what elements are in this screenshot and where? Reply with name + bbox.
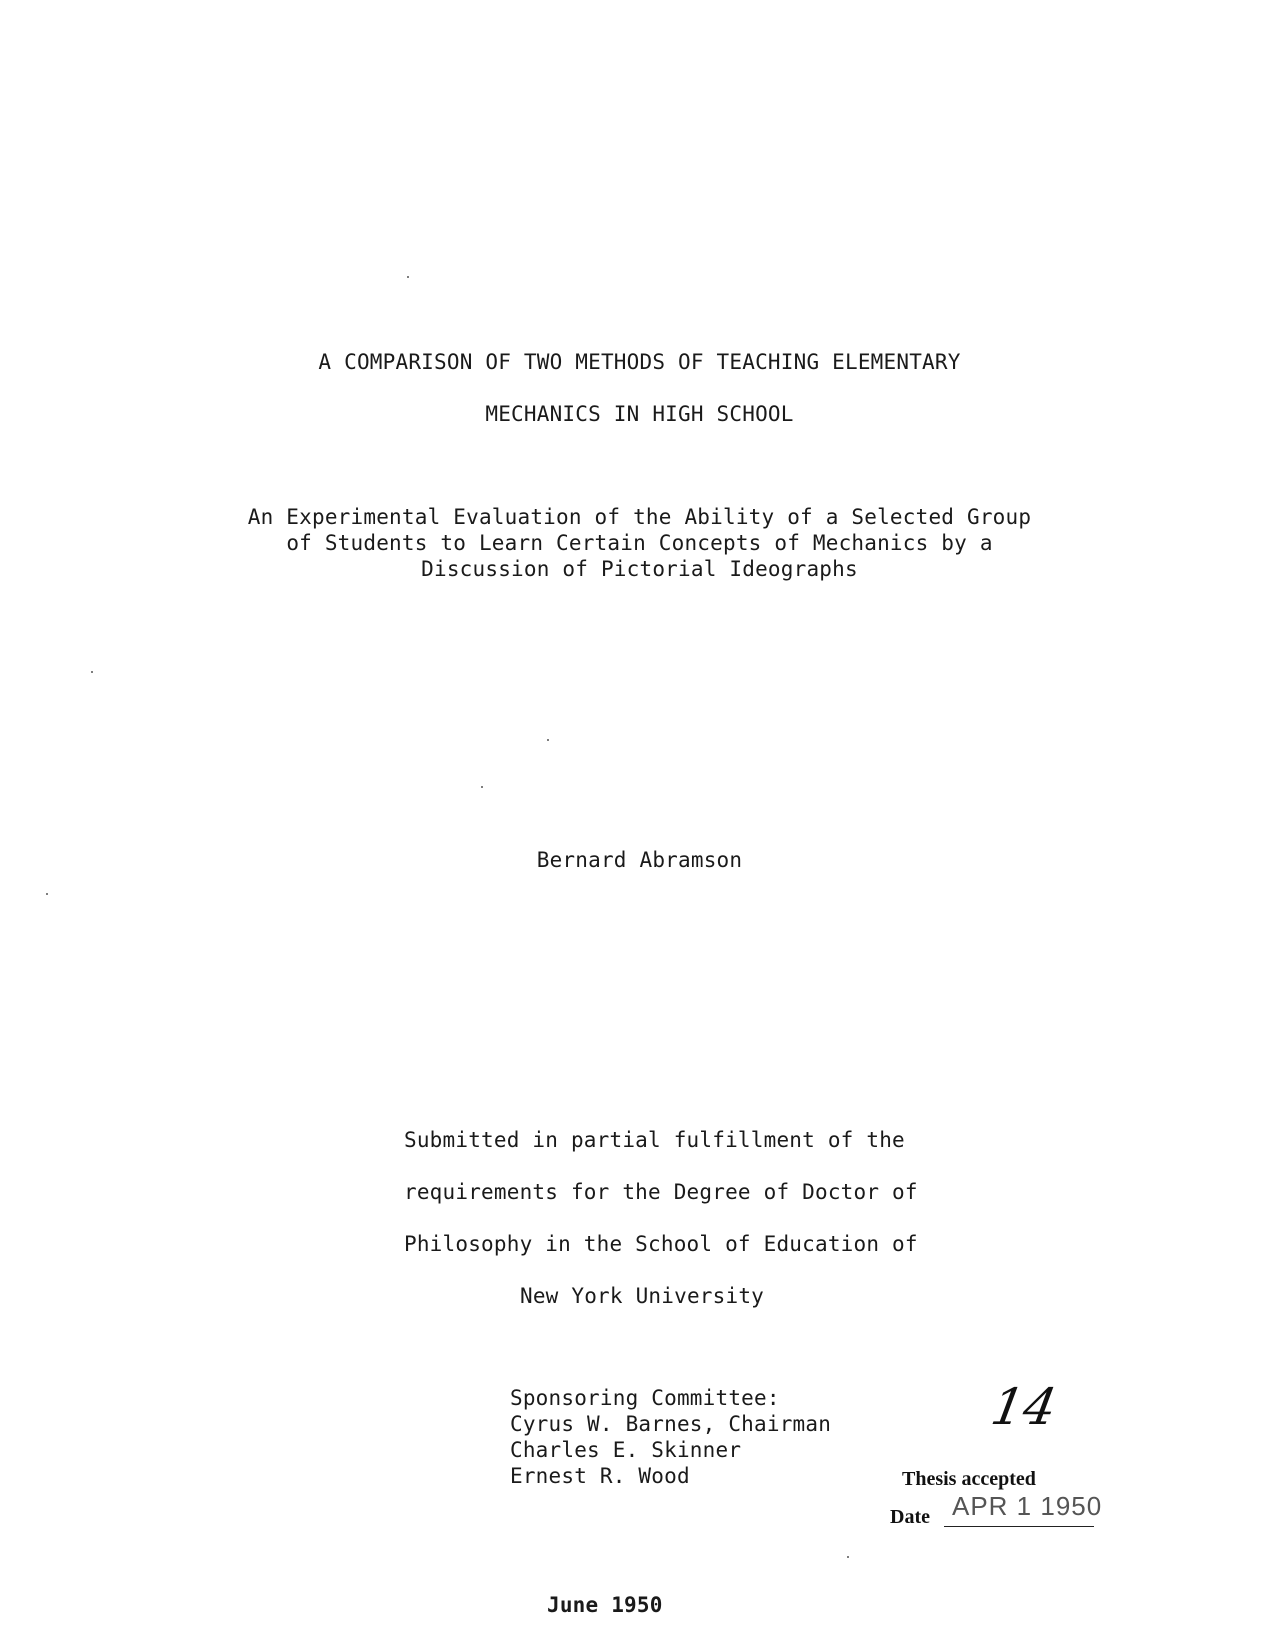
scan-speck bbox=[46, 893, 48, 895]
committee-heading: Sponsoring Committee: bbox=[510, 1386, 780, 1410]
submission-line-2: requirements for the Degree of Doctor of bbox=[404, 1180, 918, 1204]
committee-member: Ernest R. Wood bbox=[510, 1464, 690, 1488]
handwritten-number: 14 bbox=[986, 1378, 1061, 1436]
subtitle-line-3: Discussion of Pictorial Ideographs bbox=[421, 557, 858, 581]
thesis-title-line-2: MECHANICS IN HIGH SCHOOL bbox=[485, 402, 794, 426]
scan-speck bbox=[91, 671, 93, 673]
date-underline bbox=[944, 1526, 1094, 1527]
submission-line-1: Submitted in partial fulfillment of the bbox=[404, 1128, 905, 1152]
subtitle-line-2: of Students to Learn Certain Concepts of Mechanics by a bbox=[286, 531, 993, 555]
scan-speck bbox=[481, 786, 483, 788]
subtitle-line-1: An Experimental Evaluation of the Ability of a Selected Group bbox=[247, 505, 1032, 529]
submission-line-4: New York University bbox=[520, 1284, 765, 1308]
committee-member: Charles E. Skinner bbox=[510, 1438, 742, 1462]
date-label: Date bbox=[890, 1506, 930, 1528]
author-name: Bernard Abramson bbox=[536, 848, 743, 872]
scan-speck bbox=[547, 739, 549, 741]
scan-speck bbox=[847, 1556, 849, 1558]
acceptance-date-stamp: APR 1 1950 bbox=[952, 1491, 1103, 1521]
thesis-title-line-1: A COMPARISON OF TWO METHODS OF TEACHING ELEMENTARY bbox=[318, 350, 961, 374]
committee-member: Cyrus W. Barnes, Chairman bbox=[510, 1412, 832, 1436]
thesis-accepted-label: Thesis accepted bbox=[902, 1468, 1036, 1490]
submission-line-3: Philosophy in the School of Education of bbox=[404, 1232, 918, 1256]
scan-speck bbox=[407, 276, 409, 278]
submission-date: June 1950 bbox=[547, 1593, 663, 1617]
